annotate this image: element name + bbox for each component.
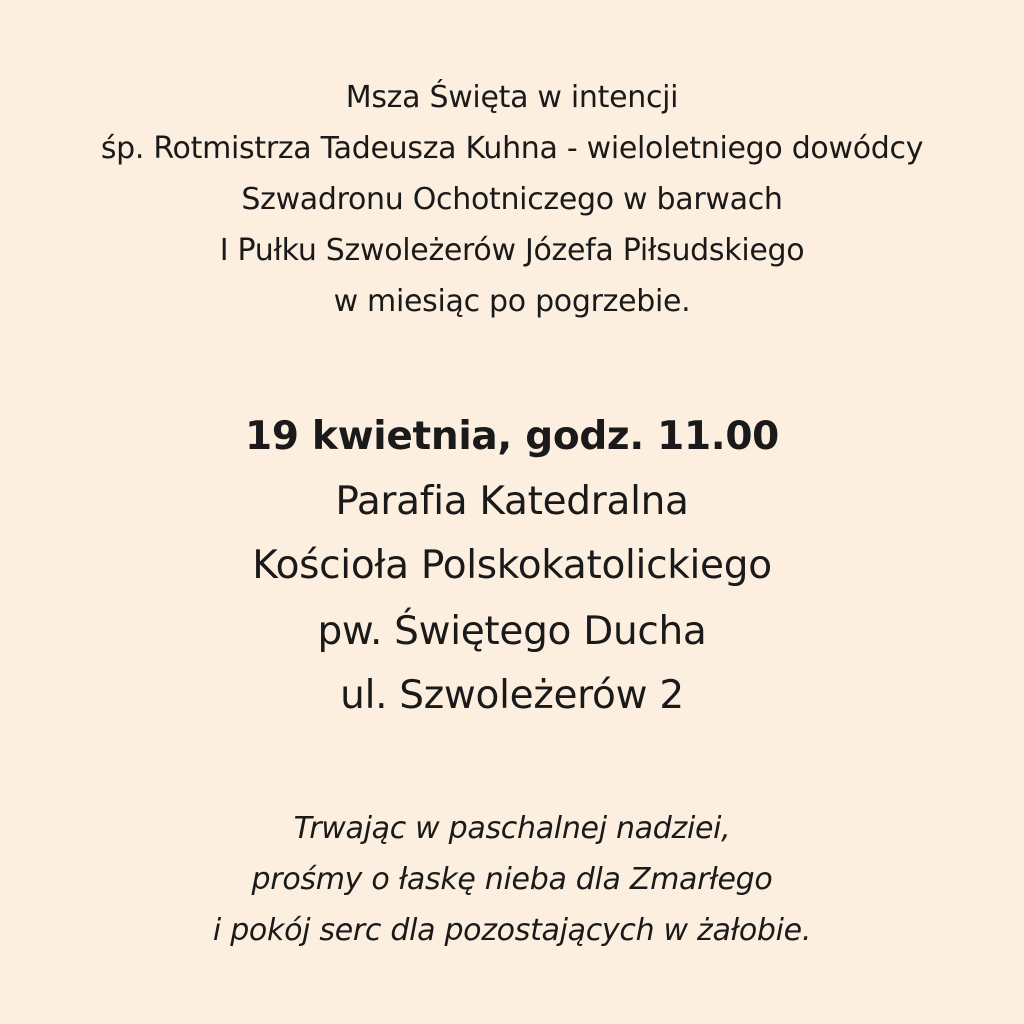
event-datetime: 19 kwietnia, godz. 11.00 bbox=[244, 414, 779, 459]
venue-line-2: Kościoła Polskokatolickiego bbox=[252, 543, 772, 588]
prayer-line-2: prośmy o łaskę nieba dla Zmarłego bbox=[251, 862, 773, 897]
venue-line-1: Parafia Katedralna bbox=[335, 479, 689, 524]
intro-line-2: śp. Rotmistrza Tadeusza Kuhna - wieloletniego dowódcy bbox=[100, 131, 924, 166]
venue-line-3: pw. Świętego Ducha bbox=[317, 609, 707, 654]
venue-line-4: ul. Szwoleżerów 2 bbox=[340, 673, 684, 718]
prayer-line-3: i pokój serc dla pozostających w żałobie. bbox=[212, 913, 812, 948]
intro-line-4: I Pułku Szwoleżerów Józefa Piłsudskiego bbox=[219, 233, 805, 268]
intro-line-5: w miesiąc po pogrzebie. bbox=[333, 284, 691, 319]
intro-line-1: Msza Świętа w intencji bbox=[345, 80, 679, 115]
prayer-line-1: Trwając w paschalnej nadziei, bbox=[293, 811, 731, 846]
intro-line-3: Szwadronu Ochotniczego w barwach bbox=[241, 182, 783, 217]
